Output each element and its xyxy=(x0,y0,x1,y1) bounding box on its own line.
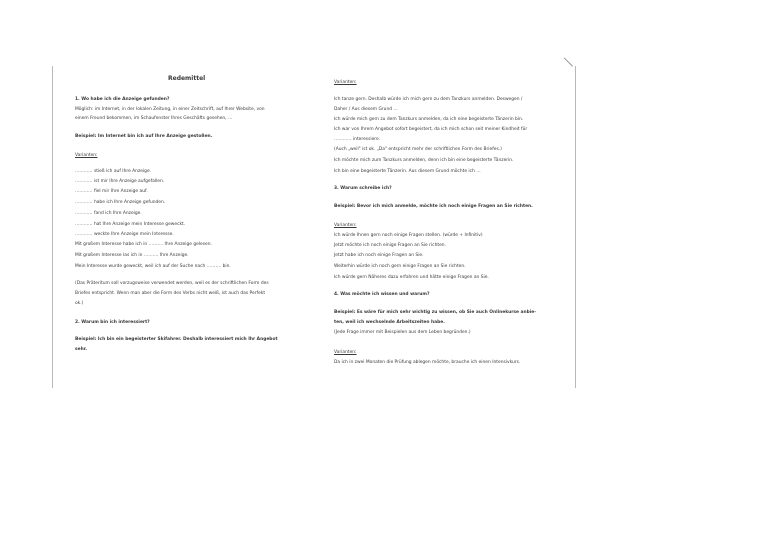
example-line: Beispiel: Im Internet bin ich auf Ihre Anzeige gestoßen. xyxy=(75,134,213,139)
variants-label: Varianten: xyxy=(334,223,357,228)
note-line: (Jede Frage immer mit Beispielen aus dem Leben begründen.) xyxy=(334,330,471,335)
variant-line: Ich würde Ihnen gern noch einige Fragen stellen. (würde + Infinitiv) xyxy=(334,233,483,238)
heading-question-1: 1. Wo habe ich die Anzeige gefunden? xyxy=(75,97,170,102)
variant-line: ………… stieß ich auf Ihre Anzeige. xyxy=(75,169,152,174)
variant-line: Mit großem Interesse habe ich in ………. Ihre Anzeige gelesen. xyxy=(75,242,212,247)
variants-label: Varianten: xyxy=(334,350,357,355)
document-page-right xyxy=(322,66,576,388)
note-line: Briefes entspricht. Wenn man aber die Form des Verbs nicht weiß, ist auch das Perfekt xyxy=(75,291,266,296)
example-line: Beispiel: Bevor ich mich anmelde, möchte ich noch einige Fragen an Sie richten. xyxy=(334,204,533,209)
paragraph-line: Ich würde mich gern zu dem Tanzkurs anmelden, da ich eine begeisterte Tänzerin bin. xyxy=(334,117,524,122)
example-line: Beispiel: Ich bin ein begeisterter Skifahrer. Deshalb interessiert mich Ihr Angebot xyxy=(75,337,278,342)
paragraph-line: (Auch „weil" ist ok. „Da" entspricht mehr der schriftlichen Form des Briefes.) xyxy=(334,147,502,152)
heading-question-4: 4. Was möchte ich wissen und warum? xyxy=(334,292,430,297)
paragraph-line: Daher / Aus diesem Grund … xyxy=(334,107,398,112)
variant-line: Ich würde gern Näheres dazu erfahren und hätte einige Fragen an Sie. xyxy=(334,275,489,280)
paragraph-line: Ich möchte mich zum Tanzkurs anmelden, denn ich bin eine begeisterte Tänzerin. xyxy=(334,158,514,163)
heading-question-2: 2. Warum bin ich interessiert? xyxy=(75,320,150,325)
example-line: Beispiel: Es wäre für mich sehr wichtig zu wissen, ob Sie auch Onlinekurse anbie- xyxy=(334,310,537,315)
variant-line: Mit großem Interesse las ich in ………. Ihre Anzeige. xyxy=(75,253,189,258)
page-corner-fold xyxy=(555,58,573,76)
variant-line: Jetzt möchte ich noch einige Fragen an Sie richten. xyxy=(334,243,446,248)
variant-line: ………… ist mir Ihre Anzeige aufgefallen. xyxy=(75,179,165,184)
example-line: ten, weil ich wechselnde Arbeitszeiten habe. xyxy=(334,320,445,325)
variant-line: ………… hat Ihre Anzeige mein Interesse geweckt. xyxy=(75,222,186,227)
variant-line: Da ich in zwei Monaten die Prüfung ablegen möchte, brauche ich einen Intensivkurs. xyxy=(334,360,521,365)
paragraph-line: Ich war von Ihrem Angebot sofort begeistert, da ich mich schon seit meiner Kindheit für xyxy=(334,127,528,132)
page-title: Redemittel xyxy=(168,75,206,82)
variant-line: Mein Interesse wurde geweckt, weil ich auf der Suche nach ………. bin. xyxy=(75,264,231,269)
example-line: sehr. xyxy=(75,347,87,352)
variant-line: Weiterhin würde ich noch gern einige Fragen an Sie richten. xyxy=(334,264,466,269)
variant-line: ………… habe ich Ihre Anzeige gefunden. xyxy=(75,200,166,205)
paragraph-line: ………… interessiere. xyxy=(334,137,381,142)
paragraph-line: einem Freund bekommen, im Schaufenster Ihres Geschäfts gesehen, … xyxy=(75,116,233,121)
variant-line: ………… fiel mir Ihre Anzeige auf. xyxy=(75,189,148,194)
paragraph-line: Ich tanze gern. Deshalb würde ich mich gern zu dem Tanzkurs anmelden. Deswegen / xyxy=(334,97,523,102)
document-page-left xyxy=(52,66,306,388)
note-line: ok.) xyxy=(75,301,84,306)
paragraph-line: Ich bin eine begeisterte Tänzerin. Aus diesem Grund möchte ich … xyxy=(334,169,481,174)
variants-label: Varianten: xyxy=(334,80,357,85)
note-line: (Das Präteritum soll vorzugsweise verwendet werden, weil es der schriftlichen Form des xyxy=(75,281,269,286)
variant-line: Jetzt habe ich noch einige Fragen an Sie. xyxy=(334,253,424,258)
variants-label: Varianten: xyxy=(75,153,98,158)
heading-question-3: 3. Warum schreibe ich? xyxy=(334,186,392,191)
paragraph-line: Möglich: im Internet, in der lokalen Zeitung, in einer Zeitschrift, auf Ihrer Website, von xyxy=(75,107,265,112)
variant-line: ………… fand ich Ihre Anzeige. xyxy=(75,211,142,216)
variant-line: ………… weckte Ihre Anzeige mein Interesse. xyxy=(75,232,174,237)
